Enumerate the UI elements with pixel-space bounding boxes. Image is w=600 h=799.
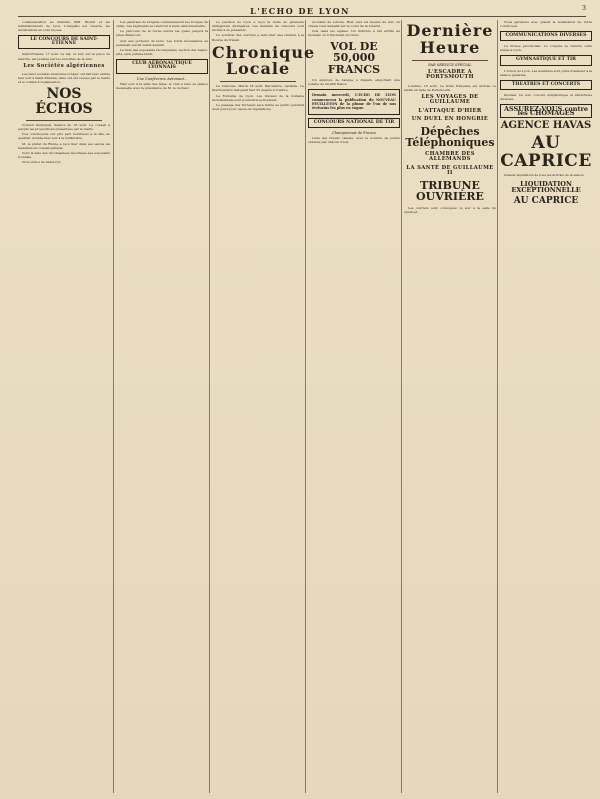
column-separator — [401, 20, 402, 793]
announcement-box: Demain mercredi, L'ECHO DE LYON commencera la publication du NOUVEAU FEUILLETON de la plume de l'un de nos écrivains les plus en vogue. — [308, 89, 400, 114]
column-6 — [500, 20, 592, 210]
article-text: Le parcours de la revue suivra les quais jusqu'à la place Bellecour. — [116, 29, 208, 38]
article-text: Les généraux de brigade commanderont les troupes du camp. Les régiments se rendront à leurs cantonnements. — [116, 20, 208, 29]
article-text: Accident de voiture. Hier, vers six heures du soir, un cheval s'est emballé sur le cours de la Liberté. — [308, 20, 400, 29]
section-heading: THÉÂTRES ET CONCERTS — [500, 80, 592, 90]
article-text: Trois échos de Saint-Cyr. — [22, 160, 62, 165]
section-heading: ASSUREZ-VOUS contre les CHOMAGES — [500, 104, 592, 118]
column-3 — [212, 20, 316, 112]
section-heading: TRIBUNE OUVRIÈRE — [416, 178, 484, 204]
article-text: La Fontaine de Lyon. Les travaux de la fontaine monumentale sont poursuivis activement. — [212, 93, 304, 102]
article-text: Nous aprenons avec plaisir la nomination de notre concitoyen. — [500, 20, 592, 29]
article-text: Un employé de banque a disparu emportant une somme de 50,000 francs. — [308, 78, 400, 87]
column-5 — [404, 20, 496, 215]
section-heading: L'ATTAQUE D'HIER — [418, 107, 482, 114]
column-separator — [305, 20, 306, 793]
heading-rule — [26, 120, 102, 121]
article-text: M. le préfet du Rhône a reçu hier dans ses salons les membres du conseil général. — [18, 141, 110, 150]
section-heading: Dépêches Téléphoniques — [405, 124, 495, 150]
article-subheading: Une Conférence Aéronaut... — [136, 76, 188, 81]
section-heading: NOS ÉCHOS — [35, 86, 93, 118]
article-text: Les ouvriers sont convoqués ce soir à la salle du syndicat. — [404, 205, 496, 214]
article-text: Hier soir, à la salle des fêtes, le club a tenu sa séance mensuelle sous la présidence de M. le docteur. — [116, 81, 208, 90]
section-heading: Dernière Heure — [406, 21, 494, 57]
section-heading: CHAMBRE DES ALLEMANDS — [425, 150, 475, 163]
masthead-title: L'ECHO DE LYON — [250, 6, 350, 16]
article-text: Le syndicat des ouvriers a tenu hier une réunion à la Bourse du travail. — [212, 33, 304, 42]
article-text: communication au ministre MM. Ricard et les administrateurs de Lyon. L'enquête est ouverte, les déclarations en sont reçues. — [18, 20, 110, 33]
heading-rule — [220, 81, 296, 82]
article-text: Liste des tireurs classés, avec le nombre de points obtenus par chacun d'eux. — [308, 135, 400, 144]
section-heading: LIQUIDATION EXCEPTIONNELLE — [511, 179, 581, 195]
article-text: Londres, 18 août. La flotte française est arrivée ce matin en rade de Portsmouth. — [404, 83, 496, 92]
article-text: Le pavillon de Lyon a reçu la visite de plusieurs délégations étrangères. Les lauréats du concours sont invités à se présenter. — [212, 20, 304, 33]
article-text: La liste des exposants récompensés, section des beaux-arts, sera publiée lundi. — [116, 48, 208, 57]
section-heading: LES VOYAGES DE GUILLAUME — [421, 93, 479, 106]
column-4 — [308, 20, 400, 145]
article-text: La Canicule. Mardi 18 août. Baromètre, variable. Le thermomètre marquait hier 33 degrés à l'ombre. — [212, 84, 304, 93]
article-text: La Presse provinciale. Le congrès se tiendra cette année à Lyon. — [500, 44, 592, 53]
section-heading: AGENCE HAVAS — [500, 120, 592, 132]
section-heading: Chronique Locale — [212, 42, 316, 79]
section-heading: Les Sociétés algériennes — [23, 62, 105, 69]
section-heading: LA SANTÉ DE GUILLAUME II — [406, 164, 494, 177]
page-number: 3 — [582, 5, 586, 12]
section-heading: AU CAPRICE — [513, 196, 579, 207]
section-heading: GYMNASTIQUE ET TIR — [500, 55, 592, 65]
heading-rule — [412, 60, 488, 61]
article-text: Les deux sociétés musicales d'Alger ont fait leur entrée hier soir à Saint-Etienne; elles ont été reçues par le maire et le comité d'organisation. — [18, 72, 110, 85]
section-heading: UN DUEL EN HONGRIE — [411, 116, 489, 123]
column-1 — [18, 20, 110, 166]
article-text: Avis aux porteurs de bons. Les fonds nécessaires au paiement seront remis demain. — [116, 38, 208, 47]
article-text: Vols dans les églises. Un individu a été arrêté au moment où il fracturait un tronc. — [308, 29, 400, 38]
article-subheading: PAR SERVICE SPÉCIAL — [428, 62, 472, 67]
article-text: Saint-Etienne, 17 août. Le bal, ce soir, sur la place du marché, est présidé par les autorités de la ville. — [18, 52, 110, 61]
section-heading: CONCOURS NATIONAL DE TIR — [308, 118, 400, 128]
masthead-rule — [18, 16, 586, 17]
article-text: L'Union de Lyon. Les membres sont priés d'assister à la séance générale. — [500, 68, 592, 77]
column-separator — [113, 20, 114, 793]
section-heading: LE CONCOURS DE SAINT-ETIENNE — [18, 35, 110, 49]
section-heading: COMMUNICATIONS DIVERSES — [500, 31, 592, 41]
article-text: Le passage des Terreaux sera fermé au public pendant deux jours pour cause de réparations. — [212, 103, 304, 112]
article-text: Voici la liste des récompenses décernées aux exposants lyonnais. — [18, 150, 110, 159]
article-text: Nos concitoyens ont pris part nombreux à la fête de quartier donnée hier soir à la Guillotière. — [18, 132, 110, 141]
section-heading: L'ESCADRE A PORTSMOUTH — [426, 68, 474, 81]
article-text: Conseil municipal. Séance du 16 août. Le conseil a adopté les propositions présentées par le maire. — [18, 122, 110, 131]
section-heading: VOL DE 50,000 FRANCS — [327, 39, 381, 76]
article-text: Grande liquidation de tous les articles de la saison. — [504, 173, 585, 178]
section-heading: CLUB AÉRONAUTIQUE LYONNAIS — [116, 59, 208, 73]
column-2 — [116, 20, 208, 91]
article-subheading: Championnat de France — [332, 130, 376, 135]
column-separator — [497, 20, 498, 793]
column-separator — [209, 20, 210, 793]
section-heading: AU CAPRICE — [500, 132, 592, 171]
article-text: Kursaal. Ce soir, concert symphonique et attractions diverses. — [500, 92, 592, 101]
